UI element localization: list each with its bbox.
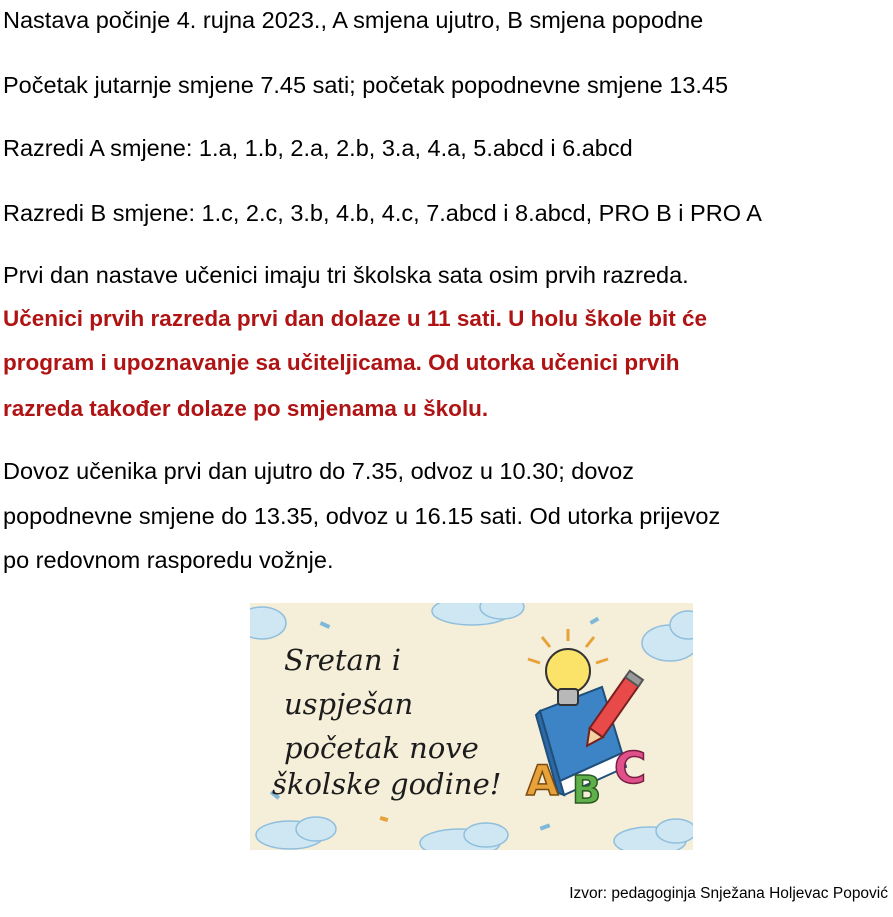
greeting-line-3: početak nove xyxy=(284,731,479,765)
letter-a: A xyxy=(526,756,559,805)
letter-b: B xyxy=(572,768,601,812)
school-start-line: Nastava počinje 4. rujna 2023., A smjena ujutro, B smjena popodne xyxy=(3,7,704,33)
shift-b-classes-line: Razredi B smjene: 1.c, 2.c, 3.b, 4.b, 4.c, 7.abcd i 8.abcd, PRO B i PRO A xyxy=(3,200,762,226)
transport-line-2: popodnevne smjene do 13.35, odvoz u 16.15 sati. Od utorka prijevoz xyxy=(3,503,721,529)
greeting-illustration xyxy=(250,603,693,850)
shift-times-line: Početak jutarnje smjene 7.45 sati; početak popodnevne smjene 13.45 xyxy=(3,72,729,98)
greeting-line-4: školske godine! xyxy=(272,767,502,801)
letter-c: C xyxy=(614,743,647,794)
first-grade-notice-line-2: program i upoznavanje sa učiteljicama. Od utorka učenici prvih xyxy=(3,350,680,375)
greeting-line-2: uspješan xyxy=(284,687,414,721)
first-day-line: Prvi dan nastave učenici imaju tri školska sata osim prvih razreda. xyxy=(3,262,689,288)
transport-line-1: Dovoz učenika prvi dan ujutro do 7.35, odvoz u 10.30; dovoz xyxy=(3,458,634,484)
school-year-greeting-image xyxy=(250,603,693,850)
greeting-line-1: Sretan i xyxy=(284,643,402,677)
transport-line-3: po redovnom rasporedu vožnje. xyxy=(3,547,334,573)
source-credit: Izvor: pedagoginja Snježana Holjevac Popović xyxy=(569,885,888,902)
shift-a-classes-line: Razredi A smjene: 1.a, 1.b, 2.a, 2.b, 3.a, 4.a, 5.abcd i 6.abcd xyxy=(3,135,633,161)
first-grade-notice-line-3: razreda također dolaze po smjenama u školu. xyxy=(3,396,489,421)
first-grade-notice-line-1: Učenici prvih razreda prvi dan dolaze u 11 sati. U holu škole bit će xyxy=(3,306,707,331)
